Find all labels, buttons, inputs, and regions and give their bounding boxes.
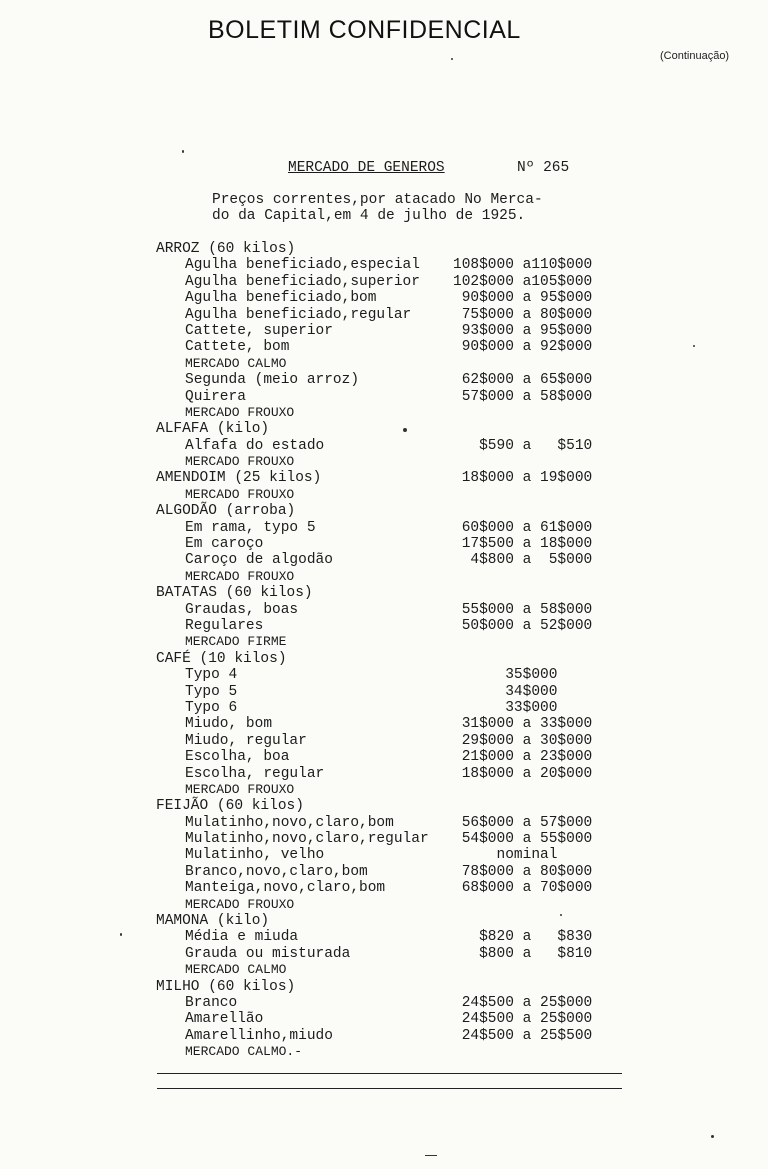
market-status-row xyxy=(156,634,626,650)
price-row xyxy=(156,667,626,683)
price-row xyxy=(156,749,626,765)
item-name: Segunda (meio arroz) xyxy=(185,372,360,389)
item-price: 24$500 a 25$000 xyxy=(453,994,593,1011)
price-row xyxy=(156,290,626,306)
item-price: 108$000 a110$000 xyxy=(453,257,593,274)
price-row xyxy=(156,815,626,831)
item-name: Mulatinho, velho xyxy=(185,847,325,864)
item-name: Typo 4 xyxy=(185,667,238,684)
item-name: Miudo, regular xyxy=(185,732,307,749)
price-row xyxy=(156,880,626,896)
item-price: 35$000 xyxy=(453,667,558,684)
market-status-row xyxy=(156,897,626,913)
item-name: Amarellinho,miudo xyxy=(185,1027,333,1044)
price-row xyxy=(156,831,626,847)
price-row xyxy=(156,1011,626,1027)
bottom-rule xyxy=(157,1073,622,1074)
market-status: MERCADO FROUXO xyxy=(185,781,295,797)
category-row xyxy=(156,798,626,814)
market-status: MERCADO FROUXO xyxy=(185,896,295,912)
price-row xyxy=(156,339,626,355)
market-status: MERCADO FROUXO xyxy=(185,454,295,470)
price-row xyxy=(156,602,626,618)
intro-paragraph xyxy=(212,192,612,225)
item-name: Cattete, bom xyxy=(185,339,290,356)
category-row xyxy=(156,913,626,929)
price-row xyxy=(156,323,626,339)
item-price: 75$000 a 80$000 xyxy=(453,306,593,323)
item-name: Em caroço xyxy=(185,536,264,553)
market-status-row xyxy=(156,1044,626,1060)
scan-speck xyxy=(403,428,407,432)
price-row xyxy=(156,274,626,290)
item-name: Regulares xyxy=(185,617,264,634)
market-title: MERCADO DE GENEROS xyxy=(288,160,445,176)
item-name: Alfafa do estado xyxy=(185,437,325,454)
market-status-row xyxy=(156,356,626,372)
price-row xyxy=(156,766,626,782)
category-name: ALGODÃO (arroba) xyxy=(156,503,296,520)
scan-speck xyxy=(425,1155,437,1156)
scan-speck xyxy=(711,1135,714,1138)
price-row xyxy=(156,389,626,405)
market-status: MERCADO FROUXO xyxy=(185,568,295,584)
market-status: MERCADO FROUXO xyxy=(185,404,295,420)
item-price: 4$800 a 5$000 xyxy=(453,552,593,569)
category-name: CAFÉ (10 kilos) xyxy=(156,650,287,667)
scan-speck xyxy=(451,58,453,60)
price-list xyxy=(156,241,626,1061)
item-name: Caroço de algodão xyxy=(185,552,333,569)
scan-speck xyxy=(120,933,122,936)
category-name: MILHO (60 kilos) xyxy=(156,978,296,995)
item-price: $590 a $510 xyxy=(453,437,593,454)
item-price: 54$000 a 55$000 xyxy=(453,831,593,848)
category-name: MAMONA (kilo) xyxy=(156,913,270,930)
item-price: 62$000 a 65$000 xyxy=(453,372,593,389)
item-price: 57$000 a 58$000 xyxy=(453,388,593,405)
item-price: 93$000 a 95$000 xyxy=(453,322,593,339)
price-row xyxy=(156,995,626,1011)
category-row xyxy=(156,503,626,519)
item-price: 56$000 a 57$000 xyxy=(453,814,593,831)
price-row xyxy=(156,520,626,536)
item-name: Agulha beneficiado,regular xyxy=(185,306,412,323)
category-row xyxy=(156,241,626,257)
market-status: MERCADO FIRME xyxy=(185,634,287,650)
price-row xyxy=(156,733,626,749)
item-price: 102$000 a105$000 xyxy=(453,273,593,290)
item-price: 21$000 a 23$000 xyxy=(453,749,593,766)
item-price: 18$000 a 20$000 xyxy=(453,765,593,782)
market-status: MERCADO CALMO xyxy=(185,355,287,371)
market-status: MERCADO CALMO xyxy=(185,962,287,978)
category-name: FEIJÃO (60 kilos) xyxy=(156,798,304,815)
price-row xyxy=(156,618,626,634)
item-price: 34$000 xyxy=(453,683,558,700)
item-name: Grauda ou misturada xyxy=(185,945,351,962)
category-name: BATATAS (60 kilos) xyxy=(156,585,313,602)
item-name: Quirera xyxy=(185,388,246,405)
market-status-row xyxy=(156,569,626,585)
price-row xyxy=(156,307,626,323)
continuation-note: (Continuação) xyxy=(660,50,730,62)
market-status-row xyxy=(156,487,626,503)
item-name: Agulha beneficiado,superior xyxy=(185,273,420,290)
market-status: MERCADO CALMO.- xyxy=(185,1044,303,1060)
document-title: BOLETIM CONFIDENCIAL xyxy=(208,16,521,44)
item-price: 60$000 a 61$000 xyxy=(453,519,593,536)
item-name: Cattete, superior xyxy=(185,322,333,339)
item-price: 24$500 a 25$000 xyxy=(453,1011,593,1028)
category-name: ARROZ (60 kilos) xyxy=(156,241,296,257)
item-name: Typo 5 xyxy=(185,683,238,700)
item-price: 17$500 a 18$000 xyxy=(453,536,593,553)
price-row xyxy=(156,700,626,716)
item-name: Typo 6 xyxy=(185,699,238,716)
price-row xyxy=(156,257,626,273)
market-status-row xyxy=(156,405,626,421)
item-name: Branco xyxy=(185,994,238,1011)
item-name: Manteiga,novo,claro,bom xyxy=(185,880,386,897)
item-price: 90$000 a 92$000 xyxy=(453,339,593,356)
item-name: Média e miuda xyxy=(185,929,299,946)
item-price: 29$000 a 30$000 xyxy=(453,732,593,749)
category-row xyxy=(156,585,626,601)
market-status-row xyxy=(156,962,626,978)
item-price: 24$500 a 25$500 xyxy=(453,1027,593,1044)
intro-line: Preços correntes,por atacado No Merca- xyxy=(212,192,543,208)
scan-speck xyxy=(182,150,184,153)
market-status: MERCADO FROUXO xyxy=(185,486,295,502)
market-status-row xyxy=(156,454,626,470)
item-name: Escolha, boa xyxy=(185,749,290,766)
price-row xyxy=(156,552,626,568)
price-row xyxy=(156,684,626,700)
item-name: Mulatinho,novo,claro,bom xyxy=(185,814,394,831)
category-row xyxy=(156,470,626,486)
item-price: $800 a $810 xyxy=(453,945,593,962)
category-row xyxy=(156,651,626,667)
item-name: Amarellão xyxy=(185,1011,264,1028)
item-price: nominal xyxy=(453,847,558,864)
price-row xyxy=(156,372,626,388)
category-row xyxy=(156,979,626,995)
item-price: 78$000 a 80$000 xyxy=(453,863,593,880)
item-name: Mulatinho,novo,claro,regular xyxy=(185,831,429,848)
price-row xyxy=(156,536,626,552)
item-price: 50$000 a 52$000 xyxy=(453,617,593,634)
price-row xyxy=(156,864,626,880)
price-row xyxy=(156,1028,626,1044)
item-price: $820 a $830 xyxy=(453,929,593,946)
category-name: AMENDOIM (25 kilos) xyxy=(156,470,322,487)
bottom-rule xyxy=(157,1088,622,1089)
item-name: Graudas, boas xyxy=(185,601,299,618)
price-row xyxy=(156,929,626,945)
item-price: 33$000 xyxy=(453,699,558,716)
item-price: 68$000 a 70$000 xyxy=(453,880,593,897)
item-name: Em rama, typo 5 xyxy=(185,519,316,536)
item-name: Branco,novo,claro,bom xyxy=(185,863,368,880)
scan-speck xyxy=(560,914,562,916)
bulletin-number: Nº 265 xyxy=(517,160,570,176)
item-name: Escolha, regular xyxy=(185,765,325,782)
item-price: 55$000 a 58$000 xyxy=(453,601,593,618)
item-price: 31$000 a 33$000 xyxy=(453,716,593,733)
market-status-row xyxy=(156,782,626,798)
price-row xyxy=(156,946,626,962)
price-row xyxy=(156,438,626,454)
item-price: 18$000 a 19$000 xyxy=(453,470,593,487)
category-row xyxy=(156,421,626,437)
item-name: Agulha beneficiado,especial xyxy=(185,257,420,274)
scan-speck xyxy=(693,345,695,347)
price-row xyxy=(156,716,626,732)
item-name: Agulha beneficiado,bom xyxy=(185,290,377,307)
price-row xyxy=(156,847,626,863)
category-name: ALFAFA (kilo) xyxy=(156,421,270,438)
item-name: Miudo, bom xyxy=(185,716,273,733)
intro-line: do da Capital,em 4 de julho de 1925. xyxy=(212,208,526,225)
item-price: 90$000 a 95$000 xyxy=(453,290,593,307)
